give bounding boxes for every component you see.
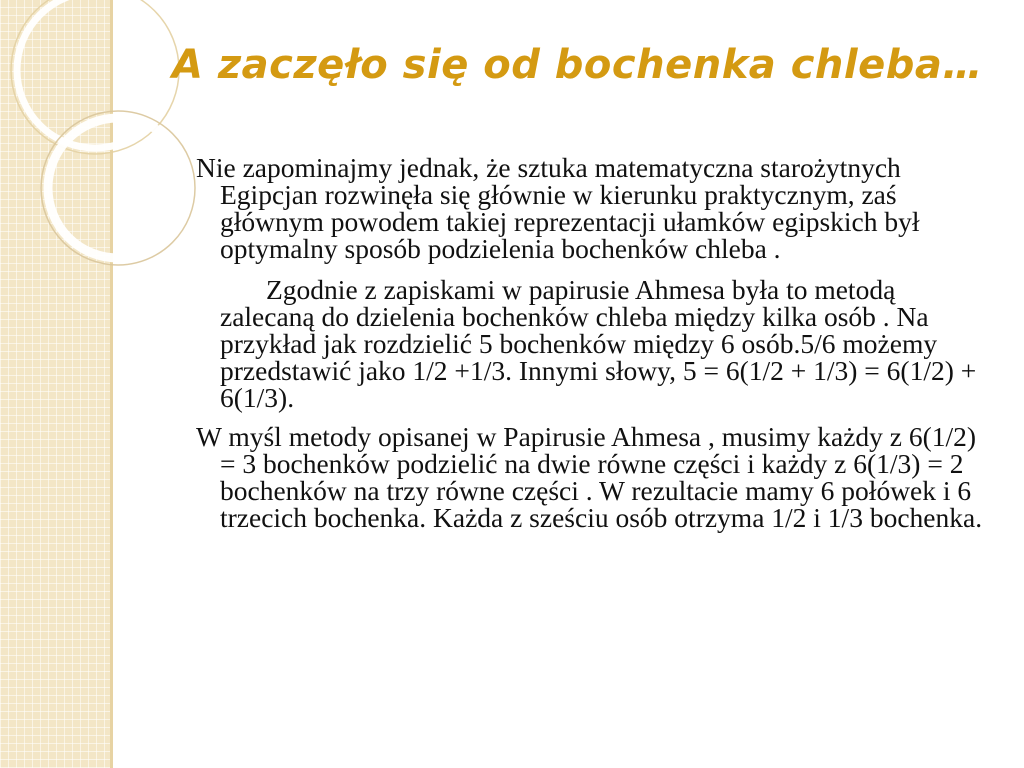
paragraph-2	[196, 276, 996, 411]
paragraph-1: Nie zapominajmy jednak, że sztuka matematyczna starożytnych Egipcjan rozwinęła się głównie w kierunku praktycznym, zaś głównym powodem takiej reprezentacji ułamków egipskich był optymalny sposób podzielenia bochenków chleba .	[196, 152, 920, 264]
decorative-circle-lower-shadow	[41, 111, 195, 265]
slide-title: A zaczęło się od bochenka chleba…	[172, 42, 983, 88]
paragraph-3: W myśl metody opisanej w Papirusie Ahmesa , musimy każdy z 6(1/2) = 3 bochenków podzielić na dwie równe części i każdy z 6(1/3) = 2 bochenków na trzy równe części . W rezultacie mamy 6 połówek i 6 trzecich bochenka. Każda z sześciu osób otrzyma 1/2 i 1/3 bochenka.	[196, 421, 983, 533]
slide-body	[196, 154, 996, 531]
decorative-circle-lower	[48, 118, 188, 258]
decorative-circles	[0, 0, 200, 300]
paragraph-2-text: Zgodnie z zapiskami w papirusie Ahmesa była to metodą zalecaną do dzielenia bochenków chleba między kilka osób . Na przykład jak rozdzielić 5 bochenków między 6 osób.5/6 możemy przedstawić jako 1/2 +1/3. Innymi słowy, 5 = 6(1/2 + 1/3) = 6(1/2) + 6(1/3).	[220, 274, 977, 413]
